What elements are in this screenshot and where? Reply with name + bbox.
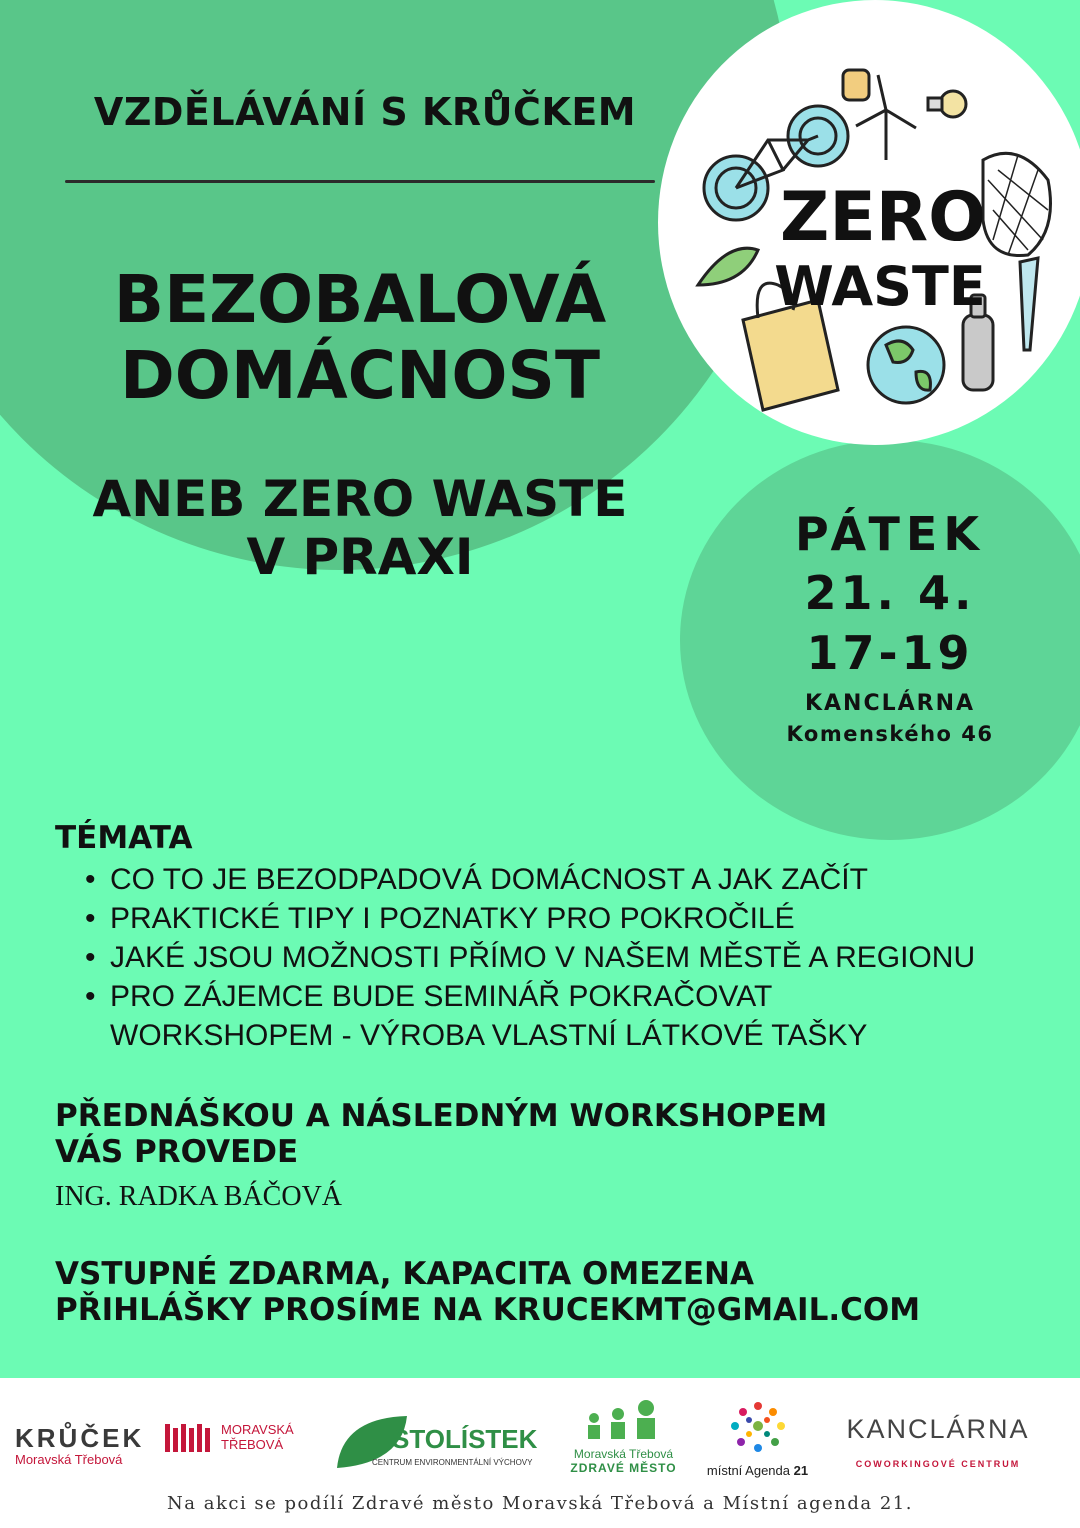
globe-icon bbox=[868, 327, 944, 403]
leaf-icon bbox=[698, 248, 758, 285]
lecturer-heading-2: VÁS PROVEDE bbox=[55, 1134, 299, 1170]
stolistek-logo bbox=[332, 1408, 552, 1478]
krucek-logo-sub: Moravská Třebová bbox=[15, 1452, 123, 1467]
topics-list bbox=[55, 860, 1045, 1055]
kanclarna-logo bbox=[838, 1414, 1038, 1469]
title-line-1: BEZOBALOVÁ bbox=[113, 261, 607, 338]
event-day: PÁTEK bbox=[795, 507, 985, 561]
krucek-logo bbox=[15, 1423, 144, 1467]
event-venue: KANCLÁRNA bbox=[804, 691, 976, 716]
page-title bbox=[40, 262, 680, 414]
straw-icon bbox=[1020, 258, 1038, 350]
mt-logo-line-1: MORAVSKÁ bbox=[221, 1422, 294, 1437]
event-date-block bbox=[740, 505, 1040, 749]
list-item: • CO TO JE BEZODPADOVÁ DOMÁCNOST A JAK ZAČÍT bbox=[110, 860, 1045, 899]
stolistek-name: STOLÍSTEK bbox=[392, 1424, 538, 1454]
stolistek-badge: 100 bbox=[356, 1412, 375, 1424]
agenda-number: 21 bbox=[793, 1463, 809, 1478]
agenda-21-logo bbox=[700, 1398, 815, 1478]
zdrave-mesto-logo bbox=[566, 1400, 681, 1475]
event-time: 17-19 bbox=[806, 626, 974, 680]
agenda-name: místní Agenda bbox=[706, 1463, 791, 1478]
list-item: • JAKÉ JSOU MOŽNOSTI PŘÍMO V NAŠEM MĚSTĚ A REGIONU bbox=[110, 938, 1045, 977]
krucek-logo-name: KRŮČEK bbox=[15, 1423, 145, 1453]
series-subtitle: VZDĚLÁVÁNÍ S KRŮČKEM bbox=[93, 90, 637, 134]
divider bbox=[65, 180, 655, 183]
page-title-secondary bbox=[40, 470, 680, 586]
net-bag-icon bbox=[983, 153, 1051, 255]
zdrave-line-2: ZDRAVÉ MĚSTO bbox=[570, 1461, 677, 1475]
kanclarna-sub: COWORKINGOVÉ CENTRUM bbox=[855, 1459, 1021, 1469]
town-crest-icon bbox=[165, 1420, 217, 1454]
footer-note: Na akci se podílí Zdravé město Moravská Třebová a Místní agenda 21. bbox=[167, 1493, 913, 1514]
lecturer-name: ING. RADKA BÁČOVÁ bbox=[55, 1181, 343, 1212]
entry-line-1: VSTUPNÉ ZDARMA, KAPACITA OMEZENA bbox=[55, 1256, 754, 1292]
kanclarna-name: KANCLÁRNA bbox=[846, 1414, 1030, 1444]
moravska-trebova-logo bbox=[165, 1420, 294, 1454]
topics-section bbox=[55, 820, 1045, 1055]
waste-text: WASTE bbox=[774, 255, 986, 318]
stolistek-sub: CENTRUM ENVIRONMENTÁLNÍ VÝCHOVY bbox=[372, 1458, 533, 1467]
title-line-2: DOMÁCNOST bbox=[120, 337, 600, 414]
mt-logo-line-2: TŘEBOVÁ bbox=[221, 1437, 284, 1452]
jar-icon bbox=[843, 70, 869, 100]
title-line-4: V PRAXI bbox=[246, 528, 474, 586]
entry-line-2: PŘIHLÁŠKY PROSÍME NA KRUCEKMT@GMAIL.COM bbox=[55, 1292, 921, 1328]
lecturer-section bbox=[55, 1098, 1045, 1214]
zero-waste-illustration bbox=[658, 0, 1080, 445]
list-item: • PRO ZÁJEMCE BUDE SEMINÁŘ POKRAČOVAT WORKSHOPEM - VÝROBA VLASTNÍ LÁTKOVÉ TAŠKY bbox=[110, 977, 930, 1055]
entry-section bbox=[55, 1256, 1045, 1328]
topics-heading: TÉMATA bbox=[55, 820, 193, 856]
list-item: • PRAKTICKÉ TIPY I POZNATKY PRO POKROČILÉ bbox=[110, 899, 1045, 938]
event-address: Komenského 46 bbox=[786, 722, 994, 746]
dots-icon bbox=[723, 1398, 793, 1458]
lecturer-heading-1: PŘEDNÁŠKOU A NÁSLEDNÝM WORKSHOPEM bbox=[55, 1098, 828, 1134]
event-date: 21. 4. bbox=[804, 566, 976, 620]
title-line-3: ANEB ZERO WASTE bbox=[92, 470, 628, 528]
zero-text: ZERO bbox=[780, 178, 986, 257]
zdrave-line-1: Moravská Třebová bbox=[573, 1447, 674, 1461]
zero-waste-doodle-icon bbox=[658, 0, 1080, 445]
people-icon bbox=[584, 1400, 664, 1442]
light-bulb-icon bbox=[928, 91, 966, 117]
